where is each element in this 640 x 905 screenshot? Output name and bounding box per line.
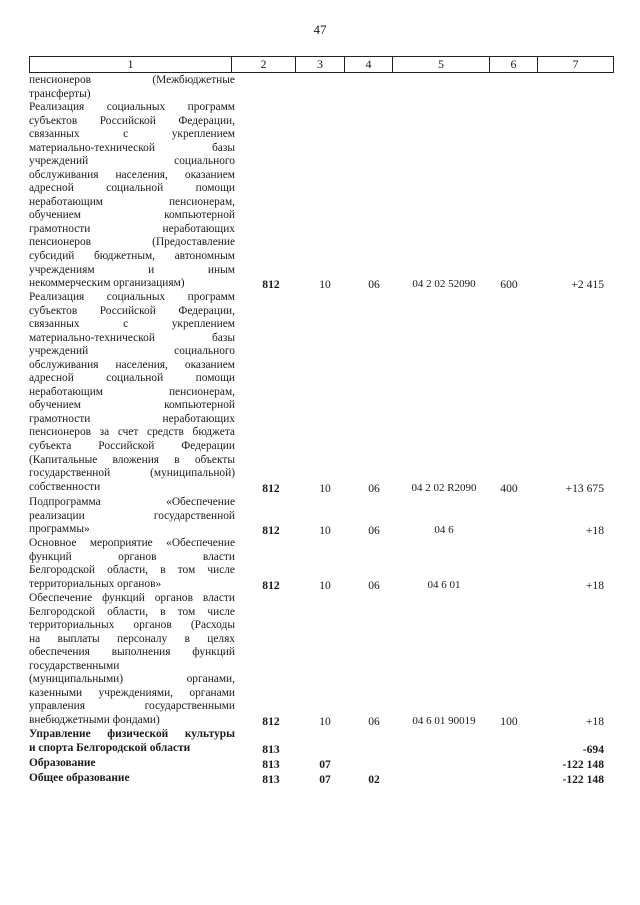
- description-line: (муниципальными) органами,: [29, 673, 235, 686]
- description-line: пенсионеров (Межбюджетные: [29, 74, 235, 86]
- row-description: [29, 101, 235, 291]
- description-line: неработающим пенсионерам,: [29, 385, 235, 398]
- row-description: [29, 537, 235, 591]
- cell-c4: 06: [368, 481, 380, 495]
- header-col-5: 5: [393, 57, 490, 73]
- cell-c3: 07: [319, 773, 331, 786]
- description-line: материально-технической базы: [29, 331, 235, 344]
- header-col-2: 2: [232, 57, 296, 73]
- header-col-6: 6: [490, 57, 538, 73]
- cell-c7: +13 675: [565, 481, 604, 495]
- description-line: управления государственными: [29, 700, 235, 713]
- description-line: Белгородской области, в том числе: [29, 564, 235, 577]
- description-line: субъекта Российской Федерации: [29, 440, 235, 453]
- table-header: [29, 56, 614, 73]
- header-col-1: 1: [30, 57, 232, 73]
- description-line: субъектов Российской Федерации,: [29, 304, 235, 317]
- description-line: и спорта Белгородской области: [29, 741, 191, 754]
- row-description: [29, 757, 235, 771]
- cell-c3: 10: [319, 278, 331, 292]
- description-line: Образование: [29, 757, 96, 769]
- cell-c2: 813: [262, 742, 280, 756]
- header-col-3: 3: [296, 57, 345, 73]
- cell-c7: +18: [585, 578, 604, 592]
- description-line: обеспечения выполнения функций: [29, 646, 235, 659]
- description-line: грамотности неработающих: [29, 222, 235, 235]
- description-line: Белгородской области, в том числе: [29, 605, 235, 618]
- description-line: адресной социальной помощи: [29, 372, 235, 385]
- cell-c5: 04 6 01: [427, 578, 461, 591]
- cell-c2: 813: [262, 758, 280, 771]
- description-line: обслуживания населения, оказанием: [29, 358, 235, 371]
- description-line: казенными учреждениями, органами: [29, 686, 235, 699]
- description-line: обслуживания населения, оказанием: [29, 168, 235, 181]
- cell-c3: 10: [319, 714, 331, 728]
- row-description: [29, 496, 235, 537]
- description-line: Обеспечение функций органов власти: [29, 592, 235, 604]
- row-description: [29, 592, 235, 727]
- description-line: связанных с укреплением: [29, 128, 235, 141]
- description-line: некоммерческим организациям): [29, 277, 185, 290]
- header-col-4: 4: [345, 57, 393, 73]
- description-line: учреждений социального: [29, 345, 235, 358]
- cell-c2: 812: [262, 524, 280, 538]
- cell-c6: 100: [500, 714, 518, 728]
- cell-c6: 400: [500, 481, 518, 495]
- description-line: на выплаты персоналу в целях: [29, 632, 235, 645]
- cell-c4: 02: [368, 773, 380, 786]
- description-line: реализации государственной: [29, 509, 235, 522]
- cell-c2: 812: [262, 714, 280, 728]
- description-line: учреждений социального: [29, 155, 235, 168]
- row-description: [29, 74, 235, 101]
- description-line: Реализация социальных программ: [29, 101, 235, 113]
- cell-c4: 06: [368, 524, 380, 538]
- description-line: (Капитальные вложения в объекты: [29, 453, 235, 466]
- description-line: пенсионеров (Предоставление: [29, 236, 235, 249]
- row-description: [29, 728, 235, 755]
- description-line: функций органов власти: [29, 550, 235, 563]
- cell-c3: 10: [319, 524, 331, 538]
- cell-c5: 04 2 02 52090: [412, 278, 476, 291]
- cell-c7: -694: [582, 742, 604, 756]
- description-line: Основное мероприятие «Обеспечение: [29, 537, 235, 549]
- description-line: обучением компьютерной: [29, 399, 235, 412]
- description-line: собственности: [29, 480, 101, 493]
- description-line: материально-технической базы: [29, 141, 235, 154]
- cell-c2: 812: [262, 481, 280, 495]
- cell-c7: -122 148: [562, 773, 604, 786]
- cell-c3: 10: [319, 578, 331, 592]
- description-line: неработающим пенсионерам,: [29, 195, 235, 208]
- cell-c4: 06: [368, 714, 380, 728]
- description-line: учреждениям и иным: [29, 263, 235, 276]
- description-line: программы»: [29, 523, 90, 536]
- description-line: Общее образование: [29, 772, 130, 784]
- cell-c6: 600: [500, 278, 518, 292]
- description-line: обучением компьютерной: [29, 209, 235, 222]
- description-line: субсидий бюджетным, автономным: [29, 250, 235, 263]
- description-line: грамотности неработающих: [29, 412, 235, 425]
- cell-c4: 06: [368, 278, 380, 292]
- description-line: государственными: [29, 659, 120, 672]
- row-description: [29, 291, 235, 494]
- description-line: пенсионеров за счет средств бюджета: [29, 426, 235, 439]
- cell-c2: 813: [262, 773, 280, 786]
- cell-c3: 10: [319, 481, 331, 495]
- description-line: адресной социальной помощи: [29, 182, 235, 195]
- cell-c5: 04 6 01 90019: [412, 714, 476, 727]
- cell-c5: 04 2 02 R2090: [411, 481, 477, 494]
- description-line: территориальных органов»: [29, 577, 162, 590]
- description-line: Реализация социальных программ: [29, 291, 235, 303]
- description-line: государственной (муниципальной): [29, 467, 235, 480]
- cell-c7: +18: [585, 524, 604, 538]
- cell-c7: -122 148: [562, 758, 604, 771]
- cell-c7: +2 415: [571, 278, 604, 292]
- cell-c3: 07: [319, 758, 331, 771]
- cell-c4: 06: [368, 578, 380, 592]
- cell-c5: 04 6: [434, 524, 454, 537]
- header-col-7: 7: [538, 57, 614, 73]
- row-description: [29, 772, 235, 786]
- description-line: Подпрограмма «Обеспечение: [29, 496, 235, 508]
- page-number: 47: [313, 22, 327, 37]
- description-line: внебюджетными фондами): [29, 713, 160, 726]
- description-line: территориальных органов (Расходы: [29, 619, 235, 632]
- description-line: Управление физической культуры: [29, 728, 235, 740]
- description-line: связанных с укреплением: [29, 318, 235, 331]
- description-line: субъектов Российской Федерации,: [29, 114, 235, 127]
- description-line: трансферты): [29, 87, 91, 100]
- cell-c7: +18: [585, 714, 604, 728]
- cell-c2: 812: [262, 278, 280, 292]
- cell-c2: 812: [262, 578, 280, 592]
